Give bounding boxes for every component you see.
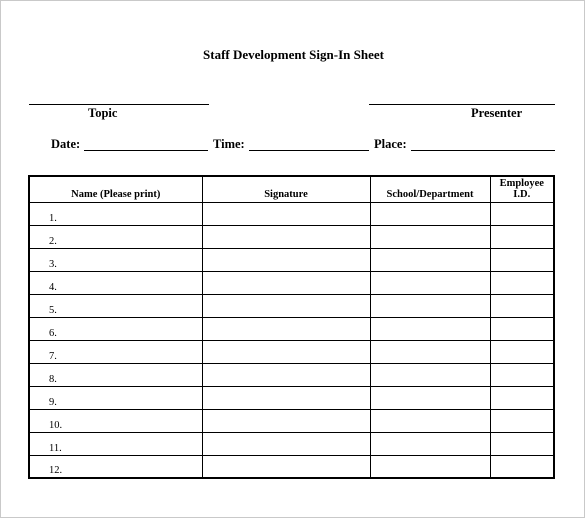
- row-number-name-cell[interactable]: 11.: [29, 432, 202, 455]
- school-department-cell[interactable]: [370, 271, 490, 294]
- table-row: [29, 248, 554, 271]
- employee-id-cell[interactable]: [490, 455, 554, 478]
- row-number-name-cell[interactable]: 8.: [29, 363, 202, 386]
- topic-line: [29, 104, 209, 105]
- signature-cell[interactable]: [202, 271, 370, 294]
- school-department-cell[interactable]: [370, 455, 490, 478]
- row-number-name-cell[interactable]: 2.: [29, 225, 202, 248]
- signature-cell[interactable]: [202, 409, 370, 432]
- presenter-label: Presenter: [471, 106, 523, 120]
- column-header-signature: Signature: [202, 176, 370, 202]
- employee-id-cell[interactable]: [490, 409, 554, 432]
- school-department-cell[interactable]: [370, 363, 490, 386]
- column-header-name: Name (Please print): [29, 176, 202, 202]
- date-label: Date:: [51, 137, 81, 151]
- row-number-name-cell[interactable]: 5.: [29, 294, 202, 317]
- table-row: [29, 455, 554, 478]
- signature-cell[interactable]: [202, 202, 370, 225]
- table-row: [29, 432, 554, 455]
- school-department-cell[interactable]: [370, 386, 490, 409]
- employee-id-cell[interactable]: [490, 225, 554, 248]
- row-number-name-cell[interactable]: 9.: [29, 386, 202, 409]
- school-department-cell[interactable]: [370, 432, 490, 455]
- signature-cell[interactable]: [202, 455, 370, 478]
- school-department-cell[interactable]: [370, 202, 490, 225]
- sign-in-table: [28, 175, 555, 479]
- employee-id-cell[interactable]: [490, 432, 554, 455]
- signature-cell[interactable]: [202, 225, 370, 248]
- employee-id-cell[interactable]: [490, 363, 554, 386]
- table-row: [29, 294, 554, 317]
- topic-label: Topic: [88, 106, 118, 120]
- date-field-line[interactable]: [84, 150, 208, 151]
- table-row: [29, 363, 554, 386]
- school-department-cell[interactable]: [370, 340, 490, 363]
- table-row: [29, 386, 554, 409]
- school-department-cell[interactable]: [370, 409, 490, 432]
- column-header-school-department: School/Department: [370, 176, 490, 202]
- signature-cell[interactable]: [202, 248, 370, 271]
- table-row: [29, 202, 554, 225]
- school-department-cell[interactable]: [370, 248, 490, 271]
- row-number-name-cell[interactable]: 6.: [29, 317, 202, 340]
- time-field-line[interactable]: [249, 150, 369, 151]
- employee-id-cell[interactable]: [490, 248, 554, 271]
- signature-cell[interactable]: [202, 340, 370, 363]
- signature-cell[interactable]: [202, 363, 370, 386]
- employee-id-cell[interactable]: [490, 271, 554, 294]
- employee-id-cell[interactable]: [490, 386, 554, 409]
- table-row: [29, 409, 554, 432]
- document-title: Staff Development Sign-In Sheet: [203, 47, 384, 62]
- signature-cell[interactable]: [202, 317, 370, 340]
- table-row: [29, 271, 554, 294]
- employee-id-cell[interactable]: [490, 340, 554, 363]
- column-header-employee-id: Employee I.D.: [490, 176, 554, 202]
- row-number-name-cell[interactable]: 7.: [29, 340, 202, 363]
- row-number-name-cell[interactable]: 4.: [29, 271, 202, 294]
- table-row: [29, 317, 554, 340]
- school-department-cell[interactable]: [370, 317, 490, 340]
- signature-cell[interactable]: [202, 294, 370, 317]
- place-field-line[interactable]: [411, 150, 555, 151]
- employee-id-cell[interactable]: [490, 294, 554, 317]
- school-department-cell[interactable]: [370, 225, 490, 248]
- signature-cell[interactable]: [202, 386, 370, 409]
- employee-id-cell[interactable]: [490, 317, 554, 340]
- employee-id-cell[interactable]: [490, 202, 554, 225]
- row-number-name-cell[interactable]: 10.: [29, 409, 202, 432]
- presenter-line: [369, 104, 555, 105]
- place-label: Place:: [374, 137, 407, 151]
- row-number-name-cell[interactable]: 1.: [29, 202, 202, 225]
- table-row: [29, 340, 554, 363]
- table-header-row: [29, 176, 554, 202]
- signature-cell[interactable]: [202, 432, 370, 455]
- time-label: Time:: [213, 137, 245, 151]
- row-number-name-cell[interactable]: 3.: [29, 248, 202, 271]
- table-row: [29, 225, 554, 248]
- row-number-name-cell[interactable]: 12.: [29, 455, 202, 478]
- school-department-cell[interactable]: [370, 294, 490, 317]
